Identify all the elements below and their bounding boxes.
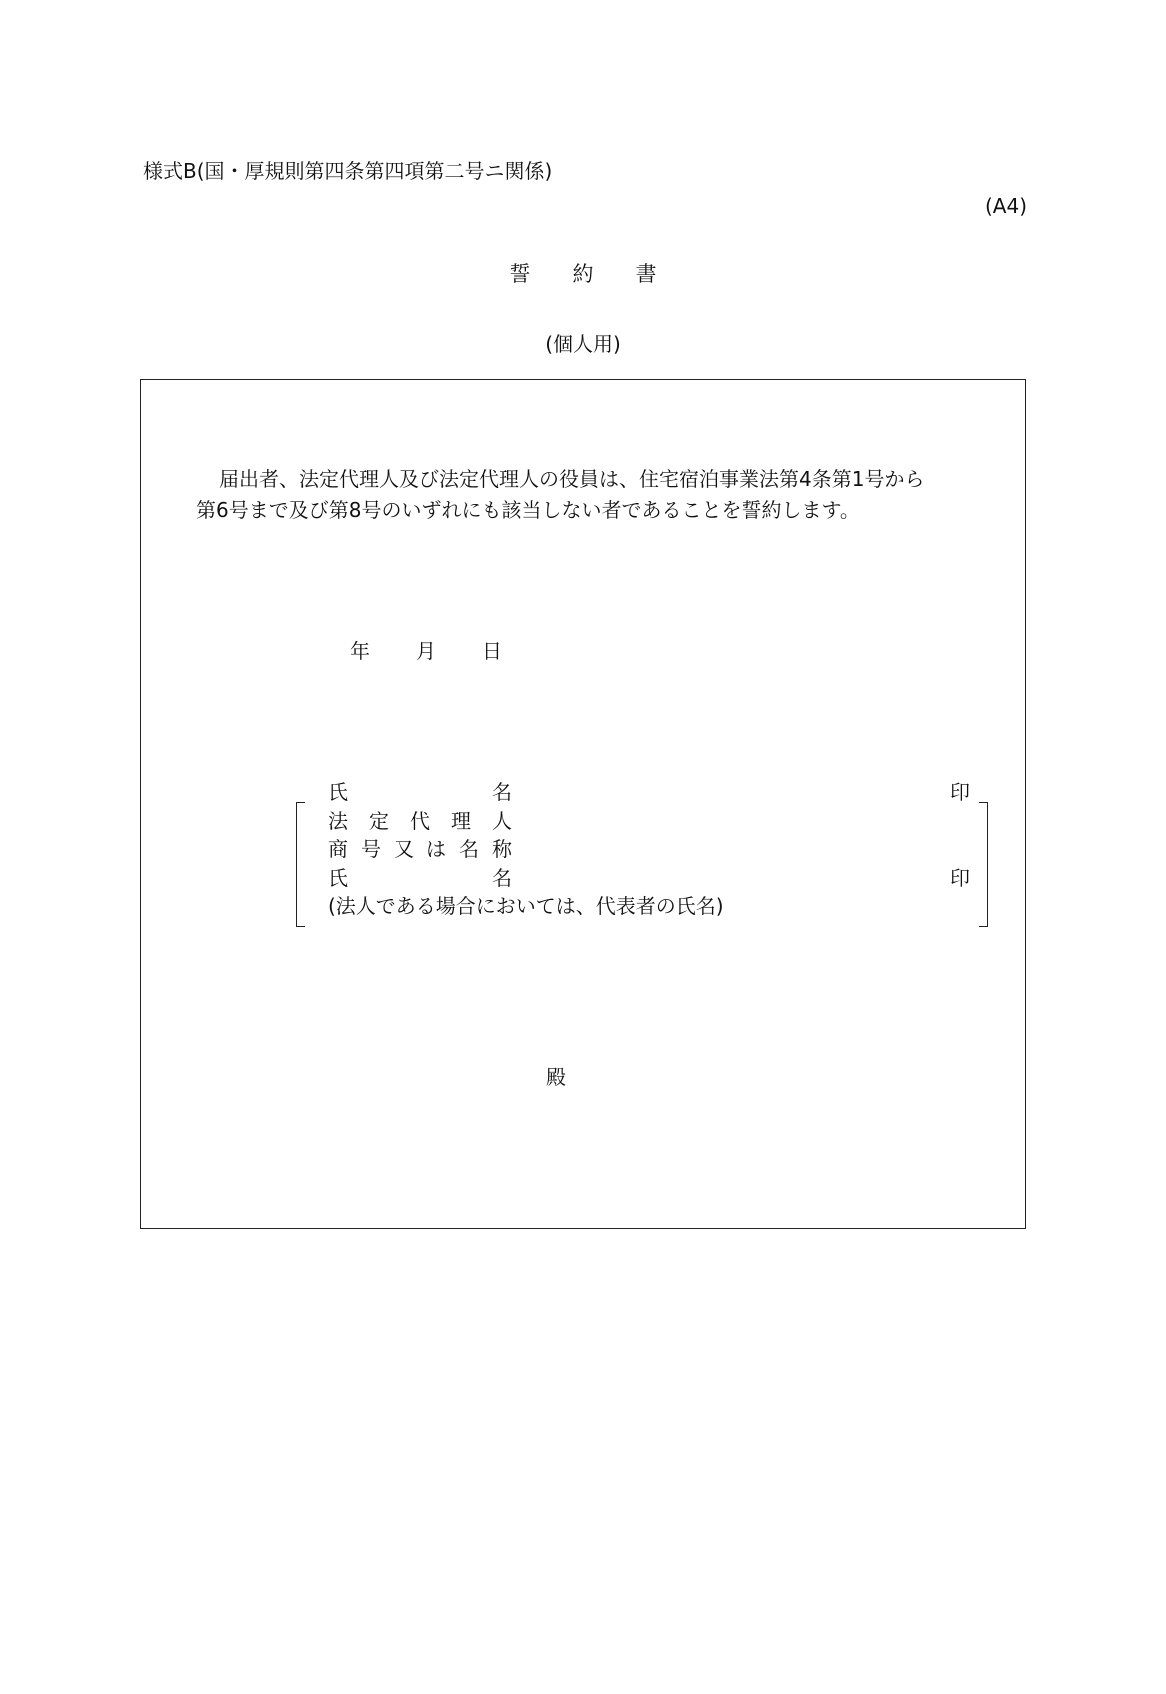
right-bracket	[979, 802, 988, 927]
document-subtitle: (個人用)	[545, 332, 621, 356]
document-page: 様式B(国・厚規則第四条第四項第二号ニ関係) (A4) 誓約書 (個人用) 届出者、法定代理人及び法定代理人の役員は、住宅宿泊事業法第4条第1号から 第6号まで及び第8号のいずれにも該当しない者であることを誓約します。 年 月 日 氏 名 印 法 定 代 理 人 商 号 又 は 名 称 氏 名 印 (法人である場合においては、代表者の氏名) 殿	[0, 0, 1166, 1694]
document-title: 誓約書	[509, 262, 699, 286]
date-day-label: 日	[482, 639, 502, 663]
left-bracket	[296, 802, 305, 927]
corporate-representative-note: (法人である場合においては、代表者の氏名)	[328, 894, 724, 918]
pledge-text-line-1: 届出者、法定代理人及び法定代理人の役員は、住宅宿泊事業法第4条第1号から	[219, 467, 925, 491]
seal-mark: 印	[950, 780, 970, 804]
paper-size-label: (A4)	[984, 194, 1027, 218]
addressee-honorific: 殿	[546, 1065, 566, 1089]
date-year-label: 年	[350, 639, 370, 663]
pledge-text-line-2: 第6号まで及び第8号のいずれにも該当しない者であることを誓約します。	[196, 498, 860, 522]
form-label: 様式B(国・厚規則第四条第四項第二号ニ関係)	[143, 159, 553, 183]
date-month-label: 月	[416, 639, 436, 663]
agent-seal-mark: 印	[950, 866, 970, 890]
